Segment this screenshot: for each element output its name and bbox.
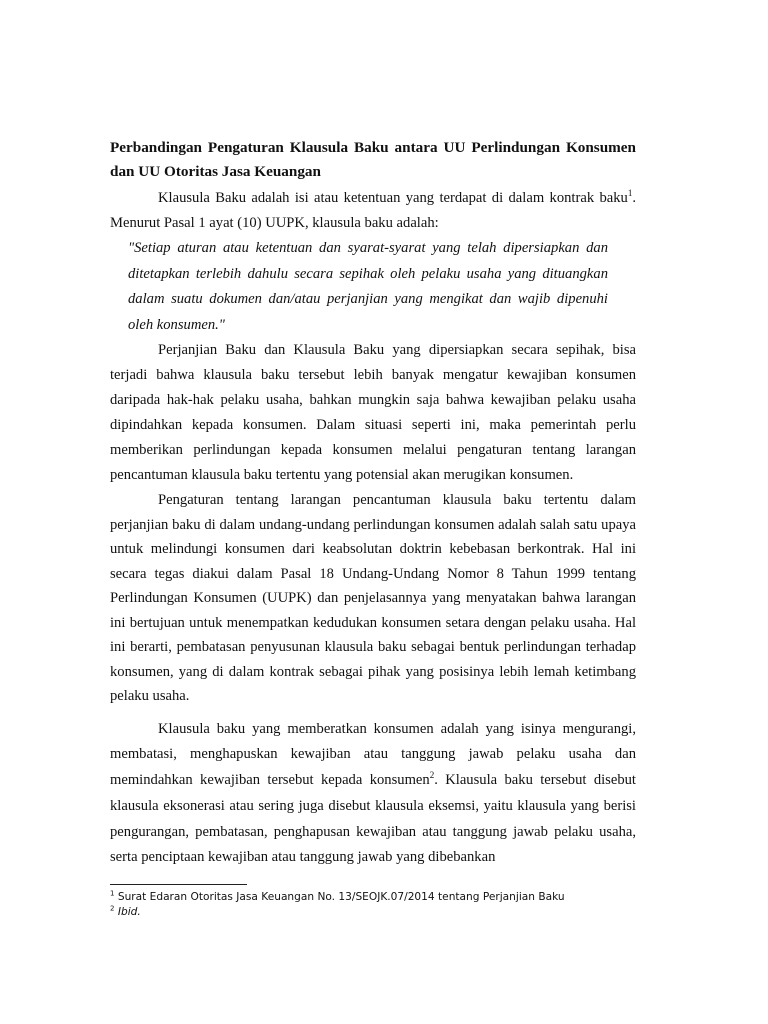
footnote-ref-1[interactable]: 1 bbox=[627, 188, 633, 199]
legal-quote: "Setiap aturan atau ketentuan dan syarat-syarat yang telah dipersiapkan dan ditetapkan terlebih dahulu secara sepihak oleh pelaku usaha yang dituangkan dalam suatu dokumen dan/atau perjanjian yang mengikat dan wajib dipenuhi oleh konsumen." bbox=[128, 240, 608, 333]
footnote-1-number: 1 bbox=[110, 889, 115, 898]
footnote-1-text: Surat Edaran Otoritas Jasa Keuangan No. 13/SEOJK.07/2014 tentang Perjanjian Baku bbox=[117, 891, 565, 903]
paragraph-1-text-cont: . Menurut Pasal 1 ayat (10) UUPK, klausula baku adalah: bbox=[110, 190, 636, 231]
paragraph-4-text-cont: . Klausula baku tersebut disebut klausula eksonerasi atau sering juga disebut klausula eksemsi, yaitu klausula yang berisi pengurangan, pembatasan, penghapusan kewajiban atau tanggung jawab pelaku usaha, serta penciptaan kewajiban atau tanggung jawab yang dibebankan bbox=[110, 772, 636, 866]
paragraph-4 bbox=[110, 717, 636, 872]
footnote-separator bbox=[110, 884, 247, 885]
paragraph-1 bbox=[110, 186, 636, 236]
paragraph-1-text: Klausula Baku adalah isi atau ketentuan yang terdapat di dalam kontrak baku bbox=[158, 190, 628, 206]
paragraph-4-text: Klausula baku yang memberatkan konsumen adalah yang isinya mengurangi, membatasi, menghapuskan kewajiban atau tanggung jawab pelaku usaha dan memindahkan kewajiban tersebut kepada konsumen bbox=[110, 720, 636, 789]
footnote-ref-2[interactable]: 2 bbox=[429, 770, 435, 781]
footnote-2-number: 2 bbox=[110, 904, 115, 913]
paragraph-2: Perjanjian Baku dan Klausula Baku yang dipersiapkan secara sepihak, bisa terjadi bahwa klausula baku tersebut lebih banyak mengatur kewajiban konsumen daripada hak-hak pelaku usaha, bahkan mungkin saja bahwa kewajiban pelaku usaha dipindahkan kepada konsumen. Dalam situasi seperti ini, maka pemerintah perlu memberikan perlindungan kepada konsumen melalui pengaturan tentang larangan pencantuman klausula baku tertentu yang potensial akan merugikan konsumen. bbox=[110, 342, 636, 483]
footnote-2 bbox=[110, 905, 670, 920]
document-body bbox=[110, 136, 636, 871]
footnotes bbox=[110, 890, 670, 920]
document-title: Perbandingan Pengaturan Klausula Baku antara UU Perlindungan Konsumen dan UU Otoritas Jasa Keuangan bbox=[110, 139, 636, 180]
footnote-1 bbox=[110, 890, 670, 905]
paragraph-3: Pengaturan tentang larangan pencantuman klausula baku tertentu dalam perjanjian baku di dalam undang-undang perlindungan konsumen adalah salah satu upaya untuk melindungi konsumen dari keabsolutan doktrin kebebasan berkontrak. Hal ini secara tegas diakui dalam Pasal 18 Undang-Undang Nomor 8 Tahun 1999 tentang Perlindungan Konsumen (UUPK) dan penjelasannya yang menyatakan bahwa larangan ini bertujuan untuk menempatkan kedudukan konsumen setara dengan pelaku usaha. Hal ini berarti, pembatasan penyusunan klausula baku sebagai bentuk perlindungan terhadap konsumen, yang di dalam kontrak sebagai pihak yang posisinya lebih lemah ketimbang pelaku usaha. bbox=[110, 492, 636, 704]
footnote-2-text: Ibid. bbox=[117, 906, 141, 918]
